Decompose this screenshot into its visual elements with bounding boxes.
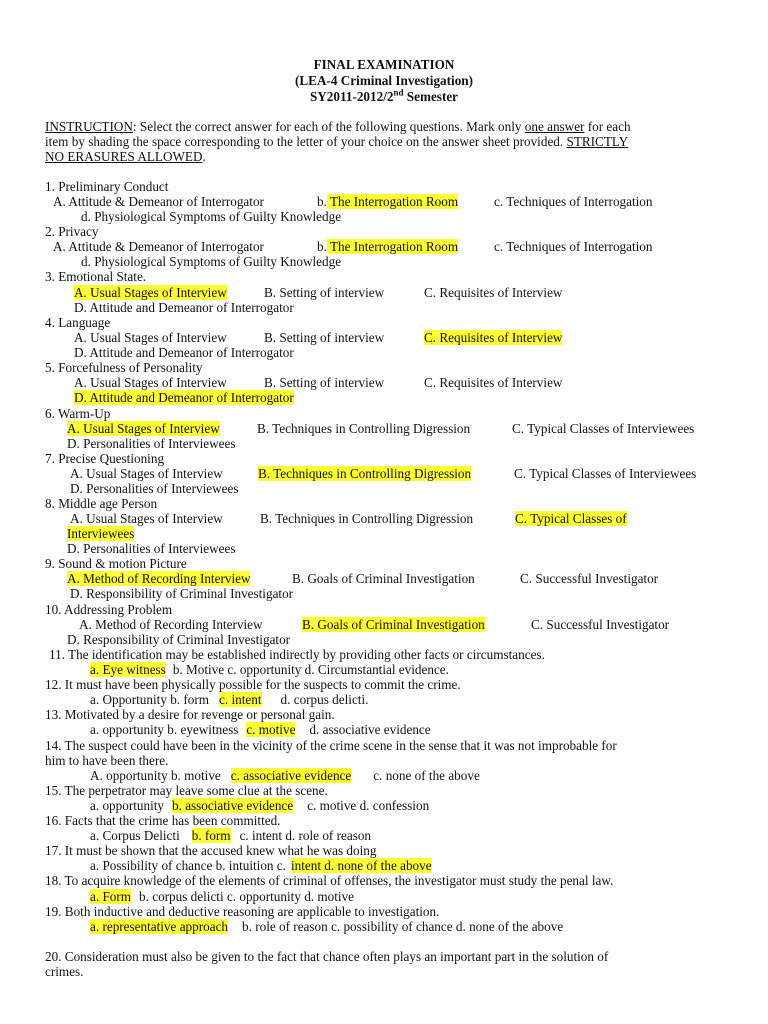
q1-option-a: A. Attitude & Demeanor of Interrogator <box>53 194 264 209</box>
question-12: 12. It must have been physically possible for the suspects to commit the crime. <box>45 677 461 692</box>
q4-option-c <box>424 330 562 345</box>
q6-option-b: B. Techniques in Controlling Digression <box>257 421 471 436</box>
school-year-sup: nd <box>393 87 404 98</box>
q3-answer-highlight: A. Usual Stages of Interview <box>74 285 227 300</box>
question-3: 3. Emotional State. <box>45 269 147 284</box>
q17-options-left: a. Possibility of chance b. intuition c. <box>90 858 286 873</box>
q11-options <box>90 662 449 677</box>
q5-option-c: C. Requisites of Interview <box>424 375 563 390</box>
question-16: 16. Facts that the crime has been committed. <box>45 813 281 828</box>
q7-option-d: D. Personalities of Interviewees <box>70 481 239 496</box>
q15-options-left: a. opportunity <box>90 798 164 813</box>
instruction-text: item by shading the space corresponding to the letter of your choice on the answer sheet provided. <box>45 134 567 149</box>
q2-option-c: c. Techniques of Interrogation <box>494 239 653 254</box>
question-20-cont: crimes. <box>45 964 84 979</box>
q6-option-a <box>67 421 220 436</box>
q4-option-b: B. Setting of interview <box>264 330 385 345</box>
instruction-text: : Select the correct answer for each of the following questions. Mark only <box>132 119 525 134</box>
q9-option-b: B. Goals of Criminal Investigation <box>292 571 475 586</box>
q7-option-b <box>258 466 471 481</box>
question-13: 13. Motivated by a desire for revenge or personal gain. <box>45 707 335 722</box>
q18-options <box>90 889 354 904</box>
q14-options-left: A. opportunity b. motive <box>90 768 221 783</box>
question-4: 4. Language <box>45 315 111 330</box>
q18-answer-highlight: a. Form <box>90 889 132 904</box>
question-5: 5. Forcefulness of Personality <box>45 360 203 375</box>
q10-option-a: A. Method of Recording Interview <box>79 617 263 632</box>
q3-option-b: B. Setting of interview <box>264 285 385 300</box>
instruction-label: INSTRUCTION <box>45 119 133 134</box>
q15-answer-highlight: b. associative evidence <box>172 798 294 813</box>
q2-option-d: d. Physiological Symptoms of Guilty Knowledge <box>81 254 342 269</box>
q13-options <box>90 722 431 737</box>
question-18: 18. To acquire knowledge of the elements of criminal of offenses, the investigator must study the penal law. <box>45 873 614 888</box>
question-2: 2. Privacy <box>45 224 99 239</box>
question-1: 1. Preliminary Conduct <box>45 179 169 194</box>
q5-option-b: B. Setting of interview <box>264 375 385 390</box>
q5-answer-highlight: D. Attitude and Demeanor of Interrogator <box>74 390 294 405</box>
q3-option-c: C. Requisites of Interview <box>424 285 563 300</box>
question-7: 7. Precise Questioning <box>45 451 165 466</box>
q12-options <box>90 692 368 707</box>
q13-options-left: a. opportunity b. eyewitness <box>90 722 239 737</box>
q10-option-d: D. Responsibility of Criminal Investigator <box>67 632 291 647</box>
q13-answer-highlight: c. motive <box>246 722 296 737</box>
strictly-emphasis: STRICTLY <box>566 134 629 149</box>
q12-options-right: d. corpus delicti. <box>280 692 369 707</box>
q8-option-c-cont <box>67 526 134 541</box>
q4-option-d: D. Attitude and Demeanor of Interrogator <box>74 345 294 360</box>
exam-subject: (LEA-4 Criminal Investigation) <box>294 73 474 88</box>
question-17: 17. It must be shown that the accused knew what he was doing <box>45 843 377 858</box>
q14-options-right: c. none of the above <box>373 768 480 783</box>
q4-answer-highlight: C. Requisites of Interview <box>424 330 563 345</box>
question-15: 15. The perpetrator may leave some clue at the scene. <box>45 783 328 798</box>
q3-option-d: D. Attitude and Demeanor of Interrogator <box>74 300 294 315</box>
q9-option-a <box>67 571 250 586</box>
instruction-text: for each <box>584 119 631 134</box>
q2-answer-highlight: The Interrogation Room <box>326 239 459 254</box>
q14-options <box>90 768 480 783</box>
q19-other-options: b. role of reason c. possibility of chance d. none of the above <box>242 919 564 934</box>
q2-option-a: A. Attitude & Demeanor of Interrogator <box>53 239 264 254</box>
q9-option-c: C. Successful Investigator <box>520 571 659 586</box>
q12-answer-highlight: c. intent <box>219 692 262 707</box>
school-year <box>0 89 768 104</box>
q1-option-c: c. Techniques of Interrogation <box>494 194 653 209</box>
option-letter: b. <box>317 194 327 209</box>
q3-option-a <box>74 285 227 300</box>
exam-title: FINAL EXAMINATION <box>313 57 455 72</box>
q6-answer-highlight: A. Usual Stages of Interview <box>67 421 220 436</box>
q8-option-a: A. Usual Stages of Interview <box>70 511 223 526</box>
q10-option-c: C. Successful Investigator <box>531 617 670 632</box>
instruction-text: . <box>202 149 206 164</box>
q11-answer-highlight: a. Eye witness <box>90 662 166 677</box>
q17-answer-highlight: intent d. none of the above <box>290 858 432 873</box>
q8-option-d: D. Personalities of Interviewees <box>67 541 236 556</box>
q2-option-b <box>317 239 458 254</box>
q7-answer-highlight: B. Techniques in Controlling Digression <box>258 466 472 481</box>
q9-answer-highlight: A. Method of Recording Interview <box>67 571 251 586</box>
q16-answer-highlight: b. form <box>191 828 231 843</box>
q16-options <box>90 828 371 843</box>
q6-option-c: C. Typical Classes of Interviewees <box>512 421 695 436</box>
q8-answer-highlight: C. Typical Classes of <box>515 511 627 526</box>
q8-option-c <box>515 511 627 526</box>
q7-option-a: A. Usual Stages of Interview <box>70 466 223 481</box>
question-20: 20. Consideration must also be given to the fact that chance often plays an important part in the solution of <box>45 949 609 964</box>
q11-other-options: b. Motive c. opportunity d. Circumstantial evidence. <box>172 662 449 677</box>
question-14: 14. The suspect could have been in the vicinity of the crime scene in the sense that it was not improbable for <box>45 738 617 753</box>
question-6: 6. Warm-Up <box>45 406 111 421</box>
q7-option-c: C. Typical Classes of Interviewees <box>514 466 697 481</box>
option-letter: b. <box>317 239 327 254</box>
q9-option-d: D. Responsibility of Criminal Investigator <box>70 586 294 601</box>
q8-answer-highlight-cont: Interviewees <box>67 526 135 541</box>
q19-answer-highlight: a. representative approach <box>90 919 229 934</box>
q16-options-right: c. intent d. role of reason <box>239 828 372 843</box>
q5-option-a: A. Usual Stages of Interview <box>74 375 227 390</box>
q19-options <box>90 919 563 934</box>
q15-options <box>90 798 429 813</box>
instruction-line-1 <box>45 119 631 134</box>
one-answer-emphasis: one answer <box>524 119 585 134</box>
q1-answer-highlight: The Interrogation Room <box>326 194 459 209</box>
q10-option-b <box>302 617 485 632</box>
question-19: 19. Both inductive and deductive reasoning are applicable to investigation. <box>45 904 440 919</box>
instruction-line-2 <box>45 134 628 149</box>
instruction-line-3 <box>45 149 206 164</box>
q16-options-left: a. Corpus Delicti <box>90 828 180 843</box>
q14-answer-highlight: c. associative evidence <box>230 768 352 783</box>
question-11: 11. The identification may be established indirectly by providing other facts or circumstances. <box>49 647 545 662</box>
q15-options-right: c. motive d. confession <box>307 798 430 813</box>
school-year-text: SY2011-2012/2 <box>309 89 394 104</box>
q4-option-a: A. Usual Stages of Interview <box>74 330 227 345</box>
q13-options-right: d. associative evidence <box>309 722 431 737</box>
q1-option-b <box>317 194 458 209</box>
q1-option-d: d. Physiological Symptoms of Guilty Knowledge <box>81 209 342 224</box>
q5-option-d <box>74 390 294 405</box>
question-10: 10. Addressing Problem <box>45 602 173 617</box>
q8-option-b: B. Techniques in Controlling Digression <box>260 511 474 526</box>
school-year-semester: Semester <box>403 89 459 104</box>
no-erasures-emphasis: NO ERASURES ALLOWED <box>45 149 203 164</box>
q6-option-d: D. Personalities of Interviewees <box>67 436 236 451</box>
q17-options <box>90 858 432 873</box>
q12-options-left: a. Opportunity b. form <box>90 692 210 707</box>
question-14-cont: him to have been there. <box>45 753 169 768</box>
question-8: 8. Middle age Person <box>45 496 158 511</box>
question-9: 9. Sound & motion Picture <box>45 556 187 571</box>
q10-answer-highlight: B. Goals of Criminal Investigation <box>302 617 485 632</box>
q18-other-options: b. corpus delicti c. opportunity d. motive <box>139 889 355 904</box>
